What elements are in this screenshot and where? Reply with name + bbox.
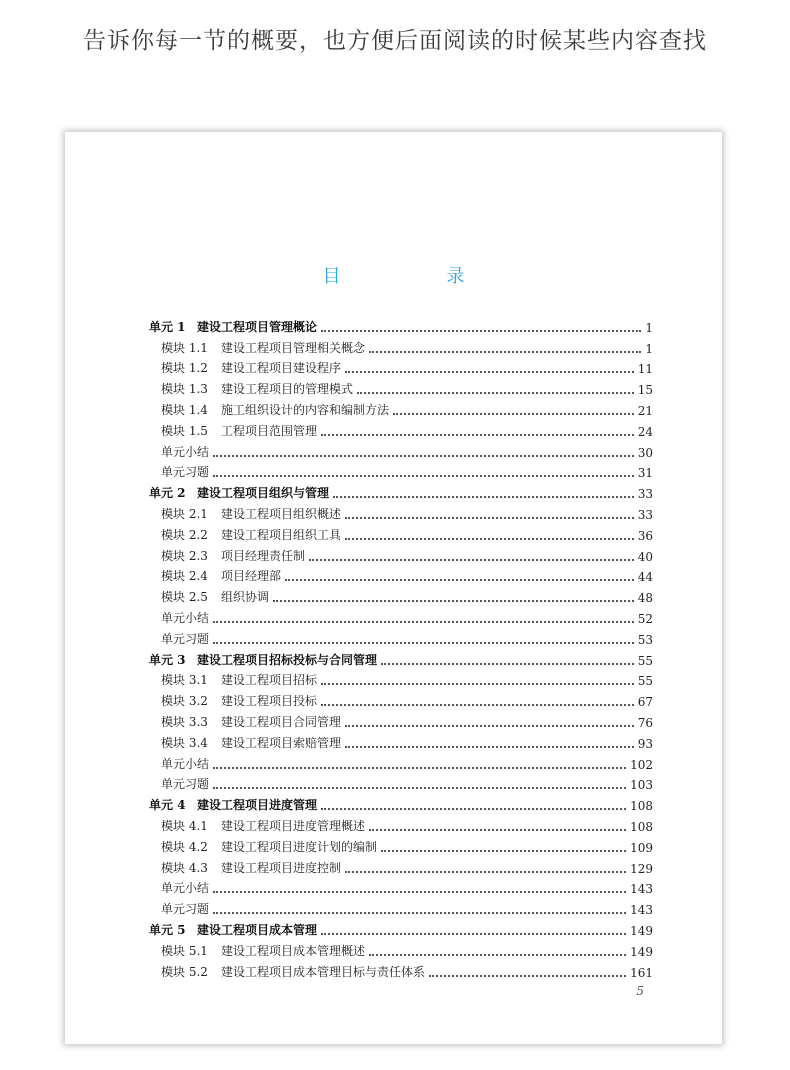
toc-entry-title: 建设工程项目组织与管理 xyxy=(197,486,330,501)
toc-entry-number: 单元 2 xyxy=(149,486,186,501)
toc-entry-page: 129 xyxy=(630,861,653,876)
toc-entry-title: 单元小结 xyxy=(161,756,210,771)
toc-entry-title: 建设工程项目成本管理概述 xyxy=(221,943,366,958)
toc-entry-title: 施工组织设计的内容和编制方法 xyxy=(221,402,390,417)
toc-entry-title: 建设工程项目建设程序 xyxy=(221,361,342,376)
toc-entry-page: 11 xyxy=(637,362,653,377)
toc-entry-page: 108 xyxy=(630,799,653,814)
toc-entry-page: 33 xyxy=(637,487,653,502)
toc-entry-number: 模块 4.3 xyxy=(161,860,208,875)
dot-leader xyxy=(321,330,641,332)
toc-entry-title: 工程项目范围管理 xyxy=(221,423,318,438)
toc-module-row xyxy=(149,501,653,522)
toc-entry-page: 76 xyxy=(637,715,653,730)
toc-entry-label xyxy=(161,401,389,418)
toc-unit-row xyxy=(149,480,653,501)
toc-entry-number: 模块 1.1 xyxy=(161,340,208,355)
dot-leader xyxy=(357,392,634,394)
toc-entry-label xyxy=(161,609,209,626)
toc-entry-label xyxy=(161,713,341,730)
toc-entry-title: 建设工程项目招标投标与合同管理 xyxy=(197,652,378,667)
toc-entry-label xyxy=(161,879,209,896)
toc-entry-page: 21 xyxy=(637,403,653,418)
toc-entry-title: 建设工程项目招标 xyxy=(221,673,318,688)
toc-summary-row xyxy=(149,460,653,481)
toc-entry-page: 36 xyxy=(637,528,653,543)
toc-entry-page: 143 xyxy=(630,882,653,897)
toc-entry-label xyxy=(149,484,329,501)
dot-leader xyxy=(213,891,626,893)
toc-summary-row xyxy=(149,439,653,460)
dot-leader xyxy=(213,475,634,477)
toc-entry-title: 单元习题 xyxy=(161,465,210,480)
toc-entry-page: 52 xyxy=(637,611,653,626)
toc-entry-title: 单元小结 xyxy=(161,444,210,459)
toc-entry-label xyxy=(161,422,317,439)
toc-entry-label xyxy=(161,630,209,647)
toc-entry-number: 模块 5.1 xyxy=(161,943,208,958)
toc-entry-label xyxy=(161,817,365,834)
toc-entry-number: 模块 2.4 xyxy=(161,569,208,584)
toc-entry-number: 模块 1.2 xyxy=(161,361,208,376)
toc-module-row xyxy=(149,688,653,709)
toc-entry-label xyxy=(149,796,317,813)
toc-entry-label xyxy=(161,463,209,480)
dot-leader xyxy=(369,351,641,353)
toc-entry-number: 单元 5 xyxy=(149,922,186,937)
toc-entry-page: 40 xyxy=(637,549,653,564)
toc-entry-number: 模块 2.1 xyxy=(161,506,208,521)
toc-entry-number: 模块 3.4 xyxy=(161,735,208,750)
toc-entry-title: 单元习题 xyxy=(161,902,210,917)
toc-entry-label xyxy=(149,651,377,668)
toc-entry-title: 单元习题 xyxy=(161,777,210,792)
toc-entry-page: 55 xyxy=(637,674,653,689)
toc-entry-page: 31 xyxy=(637,466,653,481)
dot-leader xyxy=(345,538,634,540)
toc-entry-page: 44 xyxy=(637,570,653,585)
toc-entry-title: 组织协调 xyxy=(221,590,270,605)
toc-entry-label xyxy=(161,838,377,855)
toc-entry-page: 108 xyxy=(630,819,653,834)
toc-module-row xyxy=(149,730,653,751)
toc-entry-title: 建设工程项目投标 xyxy=(221,694,318,709)
toc-entry-label xyxy=(161,734,341,751)
dot-leader xyxy=(345,517,634,519)
toc-list xyxy=(149,314,653,980)
toc-entry-title: 建设工程项目组织工具 xyxy=(221,527,342,542)
toc-entry-page: 30 xyxy=(637,445,653,460)
toc-summary-row xyxy=(149,751,653,772)
toc-entry-title: 建设工程项目成本管理目标与责任体系 xyxy=(221,964,426,979)
dot-leader xyxy=(381,850,626,852)
toc-summary-row xyxy=(149,605,653,626)
toc-entry-page: 93 xyxy=(637,736,653,751)
dot-leader xyxy=(333,496,634,498)
dot-leader xyxy=(273,600,634,602)
dot-leader xyxy=(321,683,634,685)
toc-entry-label xyxy=(161,755,209,772)
toc-entry-page: 102 xyxy=(630,757,653,772)
dot-leader xyxy=(369,954,626,956)
toc-entry-title: 建设工程项目成本管理 xyxy=(197,922,318,937)
toc-entry-number: 模块 4.2 xyxy=(161,839,208,854)
toc-entry-title: 单元小结 xyxy=(161,610,210,625)
toc-entry-number: 单元 1 xyxy=(149,319,186,334)
toc-module-row xyxy=(149,938,653,959)
dot-leader xyxy=(345,371,634,373)
toc-entry-number: 单元 4 xyxy=(149,798,186,813)
toc-entry-title: 建设工程项目的管理模式 xyxy=(221,382,354,397)
dot-leader xyxy=(213,787,626,789)
toc-entry-page: 1 xyxy=(645,320,653,335)
toc-entry-page: 161 xyxy=(630,965,653,980)
toc-entry-page: 55 xyxy=(637,653,653,668)
toc-entry-label xyxy=(161,505,341,522)
toc-module-row xyxy=(149,522,653,543)
toc-entry-number: 模块 3.3 xyxy=(161,714,208,729)
toc-entry-page: 15 xyxy=(637,383,653,398)
toc-module-row xyxy=(149,855,653,876)
toc-entry-title: 建设工程项目合同管理 xyxy=(221,714,342,729)
toc-entry-number: 模块 2.2 xyxy=(161,527,208,542)
toc-module-row xyxy=(149,564,653,585)
toc-entry-label xyxy=(161,547,305,564)
toc-entry-title: 建设工程项目组织概述 xyxy=(221,506,342,521)
dot-leader xyxy=(345,746,634,748)
toc-module-row xyxy=(149,376,653,397)
dot-leader xyxy=(345,871,626,873)
toc-module-row xyxy=(149,709,653,730)
dot-leader xyxy=(429,975,626,977)
dot-leader xyxy=(345,725,634,727)
book-page xyxy=(65,132,722,1044)
dot-leader xyxy=(393,413,634,415)
toc-module-row xyxy=(149,668,653,689)
toc-unit-row xyxy=(149,314,653,335)
toc-entry-page: 109 xyxy=(630,840,653,855)
toc-entry-page: 1 xyxy=(645,341,653,356)
toc-entry-label xyxy=(149,318,317,335)
toc-entry-page: 24 xyxy=(637,424,653,439)
toc-entry-label xyxy=(161,567,281,584)
toc-entry-number: 模块 5.2 xyxy=(161,964,208,979)
toc-entry-title: 建设工程项目进度管理 xyxy=(197,798,318,813)
toc-summary-row xyxy=(149,876,653,897)
toc-module-row xyxy=(149,335,653,356)
toc-module-row xyxy=(149,418,653,439)
dot-leader xyxy=(369,829,626,831)
toc-entry-page: 149 xyxy=(630,944,653,959)
toc-entry-page: 67 xyxy=(637,695,653,710)
toc-entry-label xyxy=(161,692,317,709)
toc-module-row xyxy=(149,959,653,980)
dot-leader xyxy=(309,559,634,561)
toc-unit-row xyxy=(149,792,653,813)
header-caption: 告诉你每一节的概要，也方便后面阅读的时候某些内容查找 xyxy=(83,28,707,54)
toc-entry-title: 建设工程项目进度控制 xyxy=(221,860,342,875)
toc-entry-title: 建设工程项目进度计划的编制 xyxy=(221,839,378,854)
toc-entry-number: 模块 4.1 xyxy=(161,818,208,833)
toc-entry-label xyxy=(161,339,365,356)
page-number: 5 xyxy=(636,984,644,998)
toc-module-row xyxy=(149,356,653,377)
dot-leader xyxy=(321,933,626,935)
dot-leader xyxy=(321,808,626,810)
toc-entry-number: 模块 2.5 xyxy=(161,590,208,605)
toc-entry-label xyxy=(161,443,209,460)
toc-title: 目 录 xyxy=(322,266,509,287)
toc-entry-label xyxy=(161,588,269,605)
toc-entry-label xyxy=(161,859,341,876)
toc-entry-number: 单元 3 xyxy=(149,652,186,667)
toc-entry-title: 项目经理责任制 xyxy=(221,548,306,563)
toc-entry-number: 模块 1.3 xyxy=(161,382,208,397)
toc-summary-row xyxy=(149,626,653,647)
dot-leader xyxy=(321,704,634,706)
dot-leader xyxy=(321,434,634,436)
toc-entry-page: 149 xyxy=(630,923,653,938)
toc-entry-number: 模块 3.2 xyxy=(161,694,208,709)
toc-entry-title: 建设工程项目管理概论 xyxy=(197,319,318,334)
toc-entry-label xyxy=(161,775,209,792)
toc-entry-title: 建设工程项目进度管理概述 xyxy=(221,818,366,833)
dot-leader xyxy=(213,642,634,644)
toc-unit-row xyxy=(149,647,653,668)
toc-entry-label xyxy=(161,963,425,980)
toc-summary-row xyxy=(149,896,653,917)
dot-leader xyxy=(213,767,626,769)
toc-module-row xyxy=(149,834,653,855)
toc-module-row xyxy=(149,397,653,418)
toc-entry-page: 103 xyxy=(630,778,653,793)
toc-entry-page: 53 xyxy=(637,632,653,647)
dot-leader xyxy=(213,621,634,623)
toc-entry-title: 单元小结 xyxy=(161,881,210,896)
toc-entry-page: 48 xyxy=(637,591,653,606)
toc-entry-label xyxy=(161,671,317,688)
toc-entry-page: 33 xyxy=(637,507,653,522)
toc-entry-label xyxy=(161,900,209,917)
toc-entry-number: 模块 1.4 xyxy=(161,402,208,417)
toc-module-row xyxy=(149,543,653,564)
toc-summary-row xyxy=(149,772,653,793)
toc-entry-label xyxy=(161,359,341,376)
toc-entry-title: 单元习题 xyxy=(161,631,210,646)
toc-entry-title: 项目经理部 xyxy=(221,569,282,584)
dot-leader xyxy=(213,912,626,914)
toc-entry-title: 建设工程项目索赔管理 xyxy=(221,735,342,750)
toc-module-row xyxy=(149,813,653,834)
dot-leader xyxy=(285,579,634,581)
toc-entry-title: 建设工程项目管理相关概念 xyxy=(221,340,366,355)
dot-leader xyxy=(381,663,634,665)
toc-entry-label xyxy=(149,921,317,938)
toc-entry-label xyxy=(161,526,341,543)
toc-unit-row xyxy=(149,917,653,938)
toc-entry-number: 模块 1.5 xyxy=(161,423,208,438)
dot-leader xyxy=(213,455,634,457)
toc-entry-page: 143 xyxy=(630,903,653,918)
toc-entry-label xyxy=(161,380,353,397)
toc-entry-label xyxy=(161,942,365,959)
toc-entry-number: 模块 3.1 xyxy=(161,673,208,688)
toc-entry-number: 模块 2.3 xyxy=(161,548,208,563)
toc-module-row xyxy=(149,584,653,605)
